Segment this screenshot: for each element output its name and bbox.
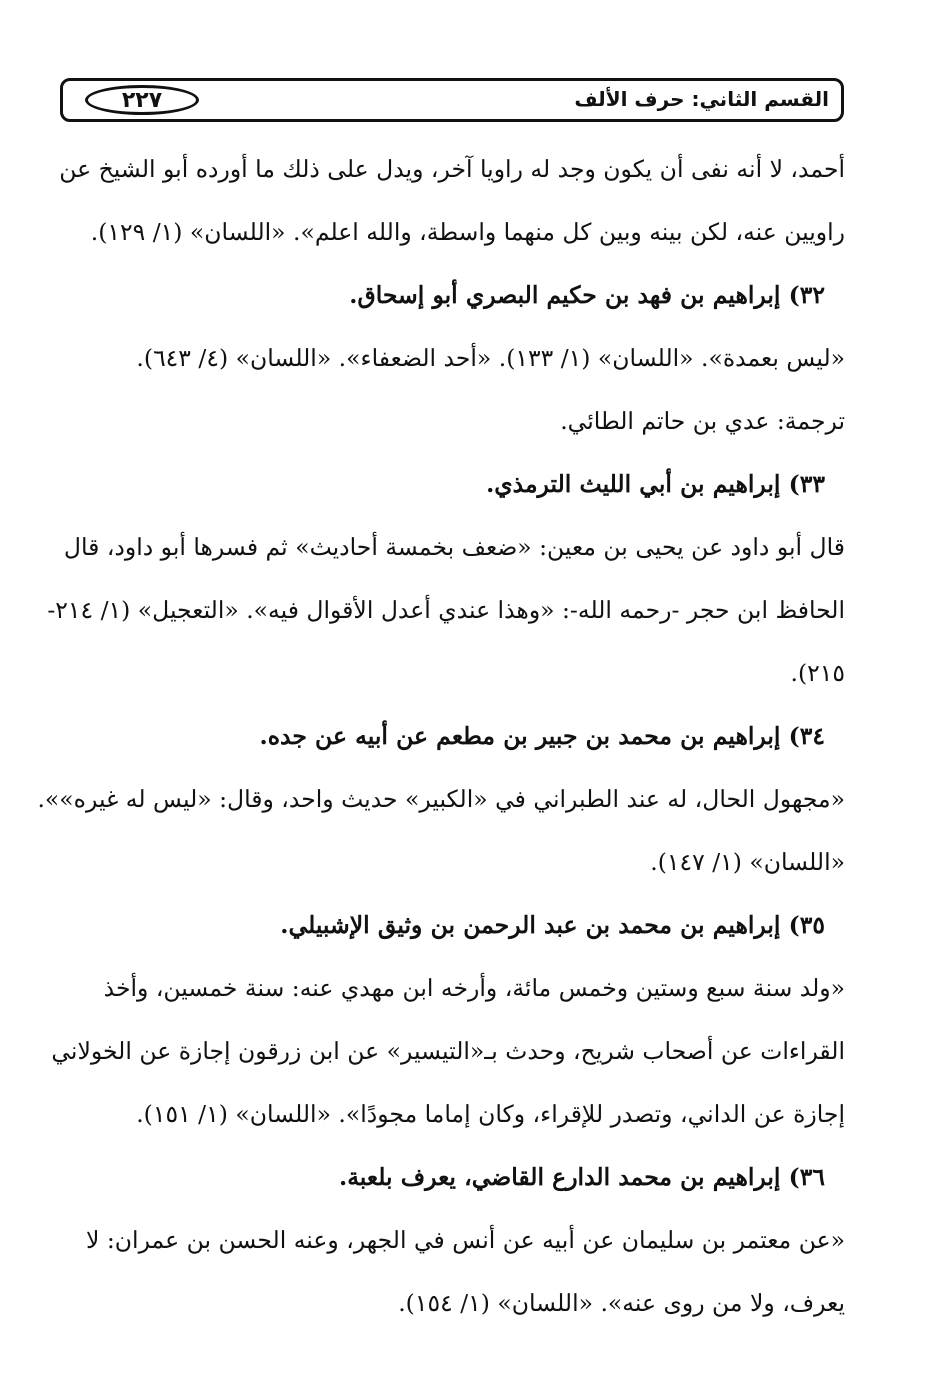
entry-heading: ٣٢) إبراهيم بن فهد بن حكيم البصري أبو إسحاق. [349,281,825,309]
text-line: «ولد سنة سبع وستين وخمس مائة، وأرخه ابن مهدي عنه: سنة خمسين، وأخذ [103,974,845,1002]
entry-heading: ٣٦) إبراهيم بن محمد الدارع القاضي، يعرف بلعبة. [339,1163,825,1191]
text-line: يعرف، ولا من روى عنه». «اللسان» (١/ ١٥٤). [398,1289,845,1317]
text-line: قال أبو داود عن يحيى بن معين: «ضعف بخمسة أحاديث» ثم فسرها أبو داود، قال [63,533,845,561]
text-line: الحافظ ابن حجر -رحمه الله-: «وهذا عندي أعدل الأقوال فيه». «التعجيل» (١/ ٢١٤- [47,596,845,624]
text-line: راويين عنه، لكن بينه وبين كل منهما واسطة، والله اعلم». «اللسان» (١/ ١٢٩). [90,218,845,246]
entry-heading: ٣٤) إبراهيم بن محمد بن جبير بن مطعم عن أبيه عن جده. [259,722,825,750]
text-line: «ليس بعمدة». «اللسان» (١/ ١٣٣). «أحد الضعفاء». «اللسان» (٤/ ٦٤٣). [136,344,845,372]
text-line: «عن معتمر بن سليمان عن أبيه عن أنس في الجهر، وعنه الحسن بن عمران: لا [86,1226,845,1254]
text-line: ترجمة: عدي بن حاتم الطائي. [560,407,845,435]
text-line: ٢١٥). [790,659,845,687]
text-line: «اللسان» (١/ ١٤٧). [650,848,845,876]
text-line: إجازة عن الداني، وتصدر للإقراء، وكان إماما مجودًا». «اللسان» (١/ ١٥١). [136,1100,845,1128]
entry-heading: ٣٣) إبراهيم بن أبي الليث الترمذي. [486,470,825,498]
entry-heading: ٣٥) إبراهيم بن محمد بن عبد الرحمن بن وثيق الإشبيلي. [280,911,825,939]
page-header [60,78,844,122]
page-number: ٢٢٧ [85,85,199,115]
text-line: القراءات عن أصحاب شريح، وحدث بـ«التيسير» عن ابن زرقون إجازة عن الخولاني [51,1037,845,1065]
page-body [37,138,845,1335]
text-line: أحمد، لا أنه نفى أن يكون وجد له راويا آخر، ويدل على ذلك ما أورده أبو الشيخ عن [59,155,845,183]
section-title: القسم الثاني: حرف الألف [574,87,829,111]
text-line: «مجهول الحال، له عند الطبراني في «الكبير» حديث واحد، وقال: «ليس له غيره»». [37,785,845,813]
